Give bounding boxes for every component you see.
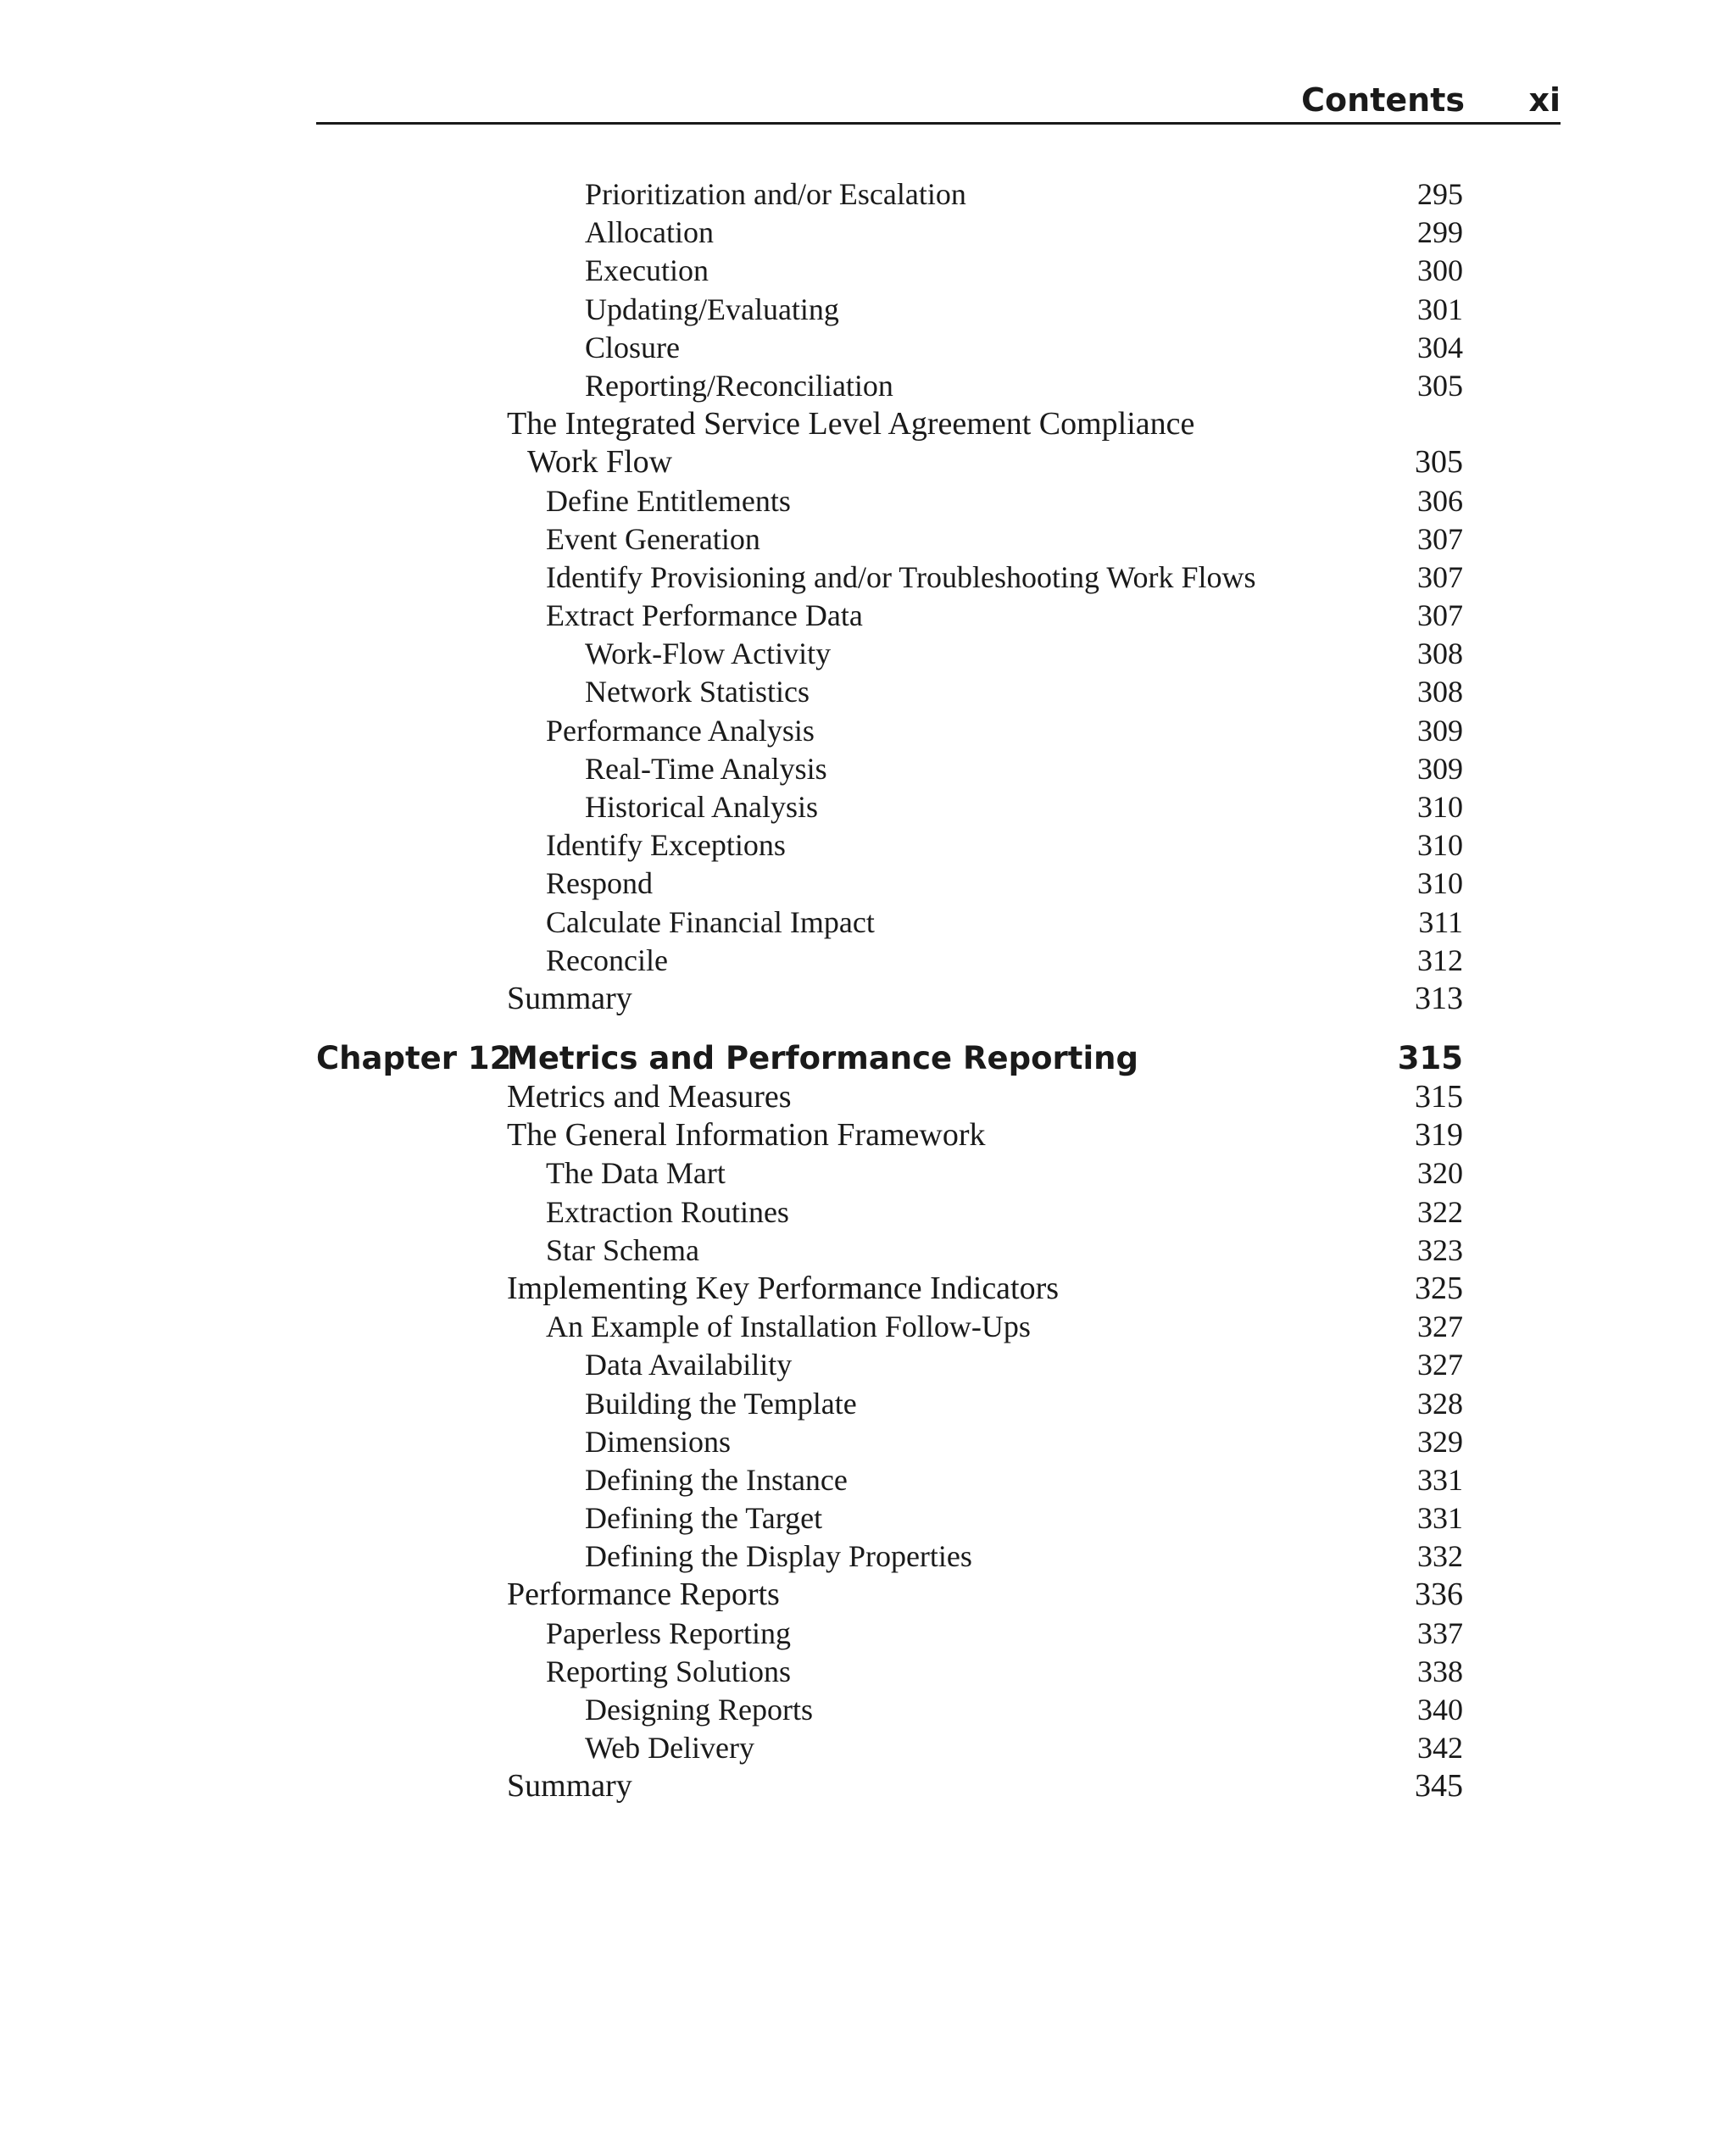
toc-entry[interactable] (507, 175, 1463, 214)
toc-entry-page-number: 305 (1415, 444, 1463, 481)
toc-entry[interactable] (507, 1423, 1463, 1461)
toc-entry-page-number: 319 (1415, 1117, 1463, 1154)
toc-entry-title: Building the Template (585, 1386, 857, 1421)
toc-entry-page-number: 332 (1417, 1539, 1463, 1574)
toc-entry-title: Prioritization and/or Escalation (585, 177, 966, 211)
toc-entry-title: Event Generation (546, 521, 760, 556)
toc-entry-page-number: 329 (1417, 1424, 1463, 1459)
toc-entry-title: Designing Reports (585, 1693, 813, 1727)
toc-entry-page-number: 345 (1415, 1768, 1463, 1805)
toc-entry-title: Dimensions (585, 1424, 732, 1459)
toc-entry[interactable] (507, 1385, 1463, 1423)
toc-entry-page-number: 312 (1417, 943, 1463, 977)
toc-entry-page-number: 331 (1417, 1501, 1463, 1536)
toc-entry-title: Network Statistics (585, 675, 810, 709)
page-number: xi (1528, 81, 1561, 119)
toc-entry-page-number: 323 (1417, 1232, 1463, 1267)
toc-entry-title: Defining the Instance (585, 1462, 848, 1497)
toc-entry[interactable] (507, 482, 1463, 520)
toc-entry[interactable] (507, 904, 1463, 942)
toc-entry-title: Historical Analysis (585, 790, 818, 824)
toc-entry-title: Reconcile (546, 943, 668, 977)
toc-entry[interactable] (507, 673, 1463, 711)
toc-entry-page-number: 308 (1417, 637, 1463, 671)
toc-entry-page-number: 338 (1417, 1654, 1463, 1688)
toc-entry-title: Data Availability (585, 1348, 793, 1382)
toc-entry-page-number: 309 (1417, 713, 1463, 748)
toc-entry[interactable] (507, 1615, 1463, 1653)
chapter-label: Chapter 12 (316, 1040, 512, 1076)
toc-entry-title: Performance Analysis (546, 713, 815, 748)
toc-entry-title: Work Flow (527, 444, 673, 481)
toc-entry-title: Identify Exceptions (546, 828, 786, 863)
toc-entry-page-number: 327 (1417, 1310, 1463, 1344)
toc-entry[interactable] (507, 1461, 1463, 1499)
toc-entry[interactable] (507, 1729, 1463, 1767)
toc-section-continued (507, 175, 1463, 1018)
toc-entry-page-number: 331 (1417, 1462, 1463, 1497)
toc-entry-title: Star Schema (546, 1232, 699, 1267)
toc-entry[interactable] (507, 214, 1463, 252)
toc-entry-title: Identify Provisioning and/or Troubleshooting Work Flows (546, 559, 1256, 594)
toc-entry[interactable] (507, 559, 1463, 597)
toc-entry-page-number: 310 (1417, 828, 1463, 863)
toc-entry-page-number: 309 (1417, 751, 1463, 786)
toc-entry[interactable] (507, 291, 1463, 329)
toc-entry[interactable] (507, 252, 1463, 290)
toc-entry[interactable] (507, 1538, 1463, 1576)
toc-entry-title: Updating/Evaluating (585, 292, 839, 326)
toc-entry-title: Defining the Display Properties (585, 1539, 972, 1574)
toc-entry-title: Metrics and Measures (507, 1079, 792, 1115)
toc-entry[interactable] (507, 788, 1463, 826)
toc-entry-page-number: 340 (1417, 1693, 1463, 1727)
toc-entry[interactable] (507, 865, 1463, 903)
toc-entry[interactable] (507, 1499, 1463, 1538)
toc-entry-page-number: 313 (1415, 980, 1463, 1016)
toc-entry-title: Performance Reports (507, 1577, 780, 1613)
toc-entry-title: Extraction Routines (546, 1194, 789, 1229)
toc-entry-page-number: 310 (1417, 790, 1463, 824)
toc-entry-page-number: 307 (1417, 521, 1463, 556)
toc-entry-title: Reporting Solutions (546, 1654, 792, 1688)
running-header-title: Contents (1301, 81, 1465, 119)
toc-entry-page-number: 320 (1417, 1156, 1463, 1191)
toc-entry[interactable] (507, 1691, 1463, 1729)
toc-entry[interactable] (507, 980, 1463, 1018)
toc-entry[interactable] (507, 750, 1463, 788)
toc-entry[interactable] (507, 520, 1463, 559)
toc-entry-page-number: 307 (1417, 559, 1463, 594)
toc-entry[interactable] (507, 942, 1463, 980)
running-header (316, 78, 1561, 125)
toc-entry[interactable] (507, 405, 1463, 443)
toc-entry[interactable] (507, 1576, 1463, 1614)
toc-entry-title: Define Entitlements (546, 483, 791, 518)
chapter-page-number: 315 (1397, 1040, 1463, 1076)
toc-entry-page-number: 328 (1417, 1386, 1463, 1421)
toc-entry-title: Paperless Reporting (546, 1615, 791, 1650)
toc-entry[interactable] (507, 1346, 1463, 1384)
toc-entry[interactable] (507, 329, 1463, 367)
toc-entry-page-number: 336 (1415, 1577, 1463, 1613)
toc-entry[interactable] (507, 1193, 1463, 1232)
toc-entry-title: The General Information Framework (507, 1117, 986, 1154)
toc-entry[interactable] (507, 1116, 1463, 1154)
toc-entry-title: An Example of Installation Follow-Ups (546, 1310, 1031, 1344)
toc-entry-title: Respond (546, 866, 653, 901)
toc-entry[interactable] (507, 367, 1463, 405)
toc-entry[interactable] (507, 1767, 1463, 1805)
toc-entry-page-number: 310 (1417, 866, 1463, 901)
toc-entry[interactable] (507, 635, 1463, 673)
toc-entry-page-number: 327 (1417, 1348, 1463, 1382)
toc-entry-title: Real-Time Analysis (585, 751, 827, 786)
toc-entry-page-number: 299 (1417, 215, 1463, 250)
toc-entry[interactable] (507, 597, 1463, 635)
toc-entry-page-number: 306 (1417, 483, 1463, 518)
toc-entry-title: Extract Performance Data (546, 598, 863, 633)
toc-entry-page-number: 300 (1417, 253, 1463, 288)
toc-entry-title: Work-Flow Activity (585, 637, 832, 671)
toc-entry-page-number: 342 (1417, 1731, 1463, 1766)
toc-entry-page-number: 337 (1417, 1615, 1463, 1650)
toc-entry[interactable] (507, 1270, 1463, 1308)
toc-entry[interactable] (507, 1308, 1463, 1346)
toc-entry-page-number: 301 (1417, 292, 1463, 326)
toc-entry-title: Closure (585, 330, 680, 364)
toc-entry-title: The Data Mart (546, 1156, 726, 1191)
toc-entry-page-number: 322 (1417, 1194, 1463, 1229)
toc-entry[interactable] (507, 712, 1463, 750)
toc-entry-title: Implementing Key Performance Indicators (507, 1270, 1060, 1306)
toc-entry[interactable] (507, 443, 1463, 481)
toc-entry-page-number: 295 (1417, 177, 1463, 211)
toc-entry-page-number: 307 (1417, 598, 1463, 633)
toc-entry-title: Calculate Financial Impact (546, 904, 875, 939)
toc-entry-page-number: 305 (1417, 368, 1463, 403)
toc-entry-title: Reporting/Reconciliation (585, 368, 893, 403)
toc-entry-page-number: 308 (1417, 675, 1463, 709)
toc-entry[interactable] (507, 826, 1463, 865)
toc-entry-title: Allocation (585, 215, 714, 250)
toc-entry-title: Defining the Target (585, 1501, 823, 1536)
chapter-title: Metrics and Performance Reporting (507, 1040, 1138, 1076)
toc-entry-title: Summary (507, 1768, 632, 1805)
toc-entry[interactable] (507, 1078, 1463, 1116)
toc-section-chapter-12 (507, 1078, 1463, 1806)
toc-entry[interactable] (507, 1653, 1463, 1691)
toc-entry[interactable] (507, 1154, 1463, 1193)
toc-entry-title: Web Delivery (585, 1731, 755, 1766)
toc-entry-title: The Integrated Service Level Agreement Compliance (507, 406, 1195, 442)
toc-entry-page-number: 315 (1415, 1079, 1463, 1115)
toc-entry-page-number: 304 (1417, 330, 1463, 364)
toc-entry[interactable] (507, 1232, 1463, 1270)
chapter-heading[interactable] (316, 1037, 1463, 1080)
toc-entry-title: Summary (507, 980, 632, 1016)
toc-entry-page-number: 311 (1418, 904, 1463, 939)
toc-entry-title: Execution (585, 253, 709, 288)
toc-entry-page-number: 325 (1415, 1270, 1463, 1306)
